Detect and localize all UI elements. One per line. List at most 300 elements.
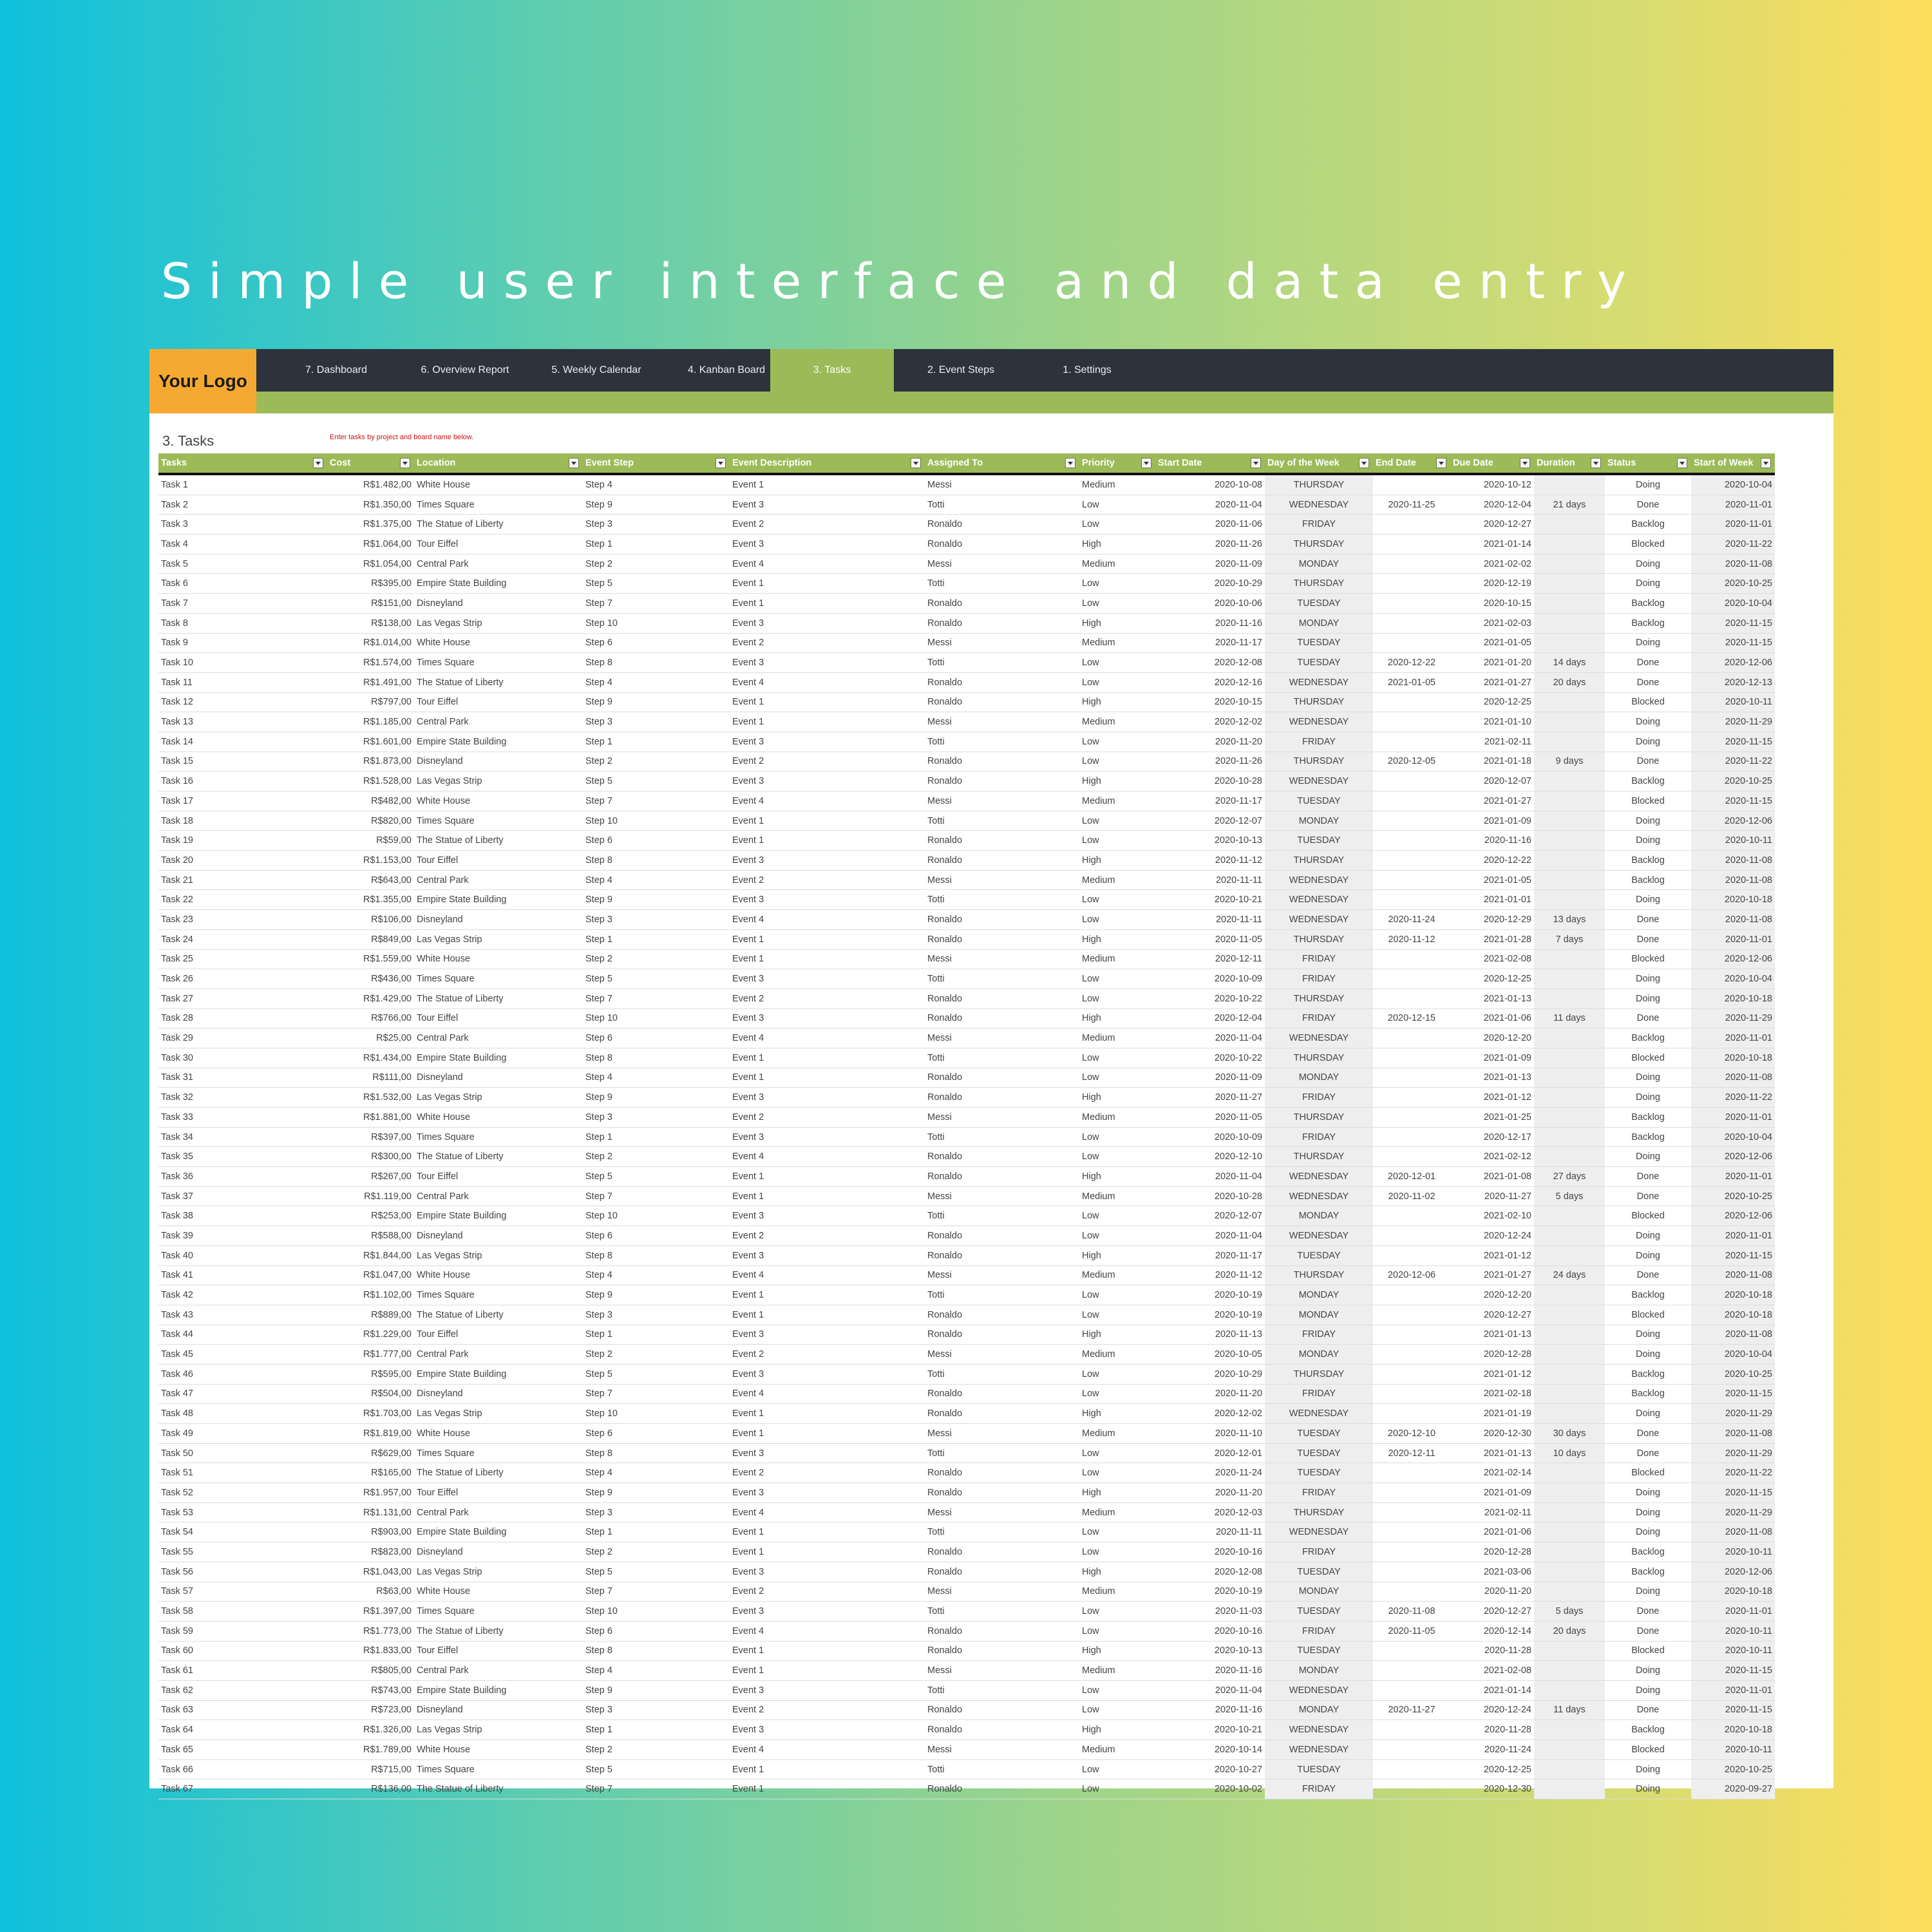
cell-priority[interactable]: Low: [1079, 653, 1155, 673]
cell-priority[interactable]: High: [1079, 535, 1155, 554]
cell-status[interactable]: Doing: [1605, 831, 1691, 851]
cell-start-date[interactable]: 2020-11-04: [1155, 1680, 1265, 1700]
cell-status[interactable]: Doing: [1605, 1680, 1691, 1700]
cell-assigned-to[interactable]: Messi: [925, 1740, 1079, 1760]
cell-day-of-the-week[interactable]: THURSDAY: [1265, 1364, 1373, 1384]
cell-location[interactable]: Las Vegas Strip: [414, 1720, 583, 1740]
cell-tasks[interactable]: Task 64: [158, 1720, 327, 1740]
filter-dropdown-icon[interactable]: [1065, 458, 1075, 468]
cell-location[interactable]: Tour Eiffel: [414, 535, 583, 554]
cell-tasks[interactable]: Task 3: [158, 515, 327, 535]
cell-day-of-the-week[interactable]: WEDNESDAY: [1265, 1028, 1373, 1048]
cell-status[interactable]: Doing: [1605, 1779, 1691, 1799]
cell-status[interactable]: Backlog: [1605, 1720, 1691, 1740]
cell-cost[interactable]: R$903,00: [327, 1522, 414, 1542]
cell-due-date[interactable]: 2020-10-12: [1450, 474, 1534, 495]
cell-end-date[interactable]: [1373, 1127, 1450, 1147]
cell-day-of-the-week[interactable]: MONDAY: [1265, 613, 1373, 633]
cell-priority[interactable]: High: [1079, 851, 1155, 871]
cell-event-step[interactable]: Step 7: [583, 594, 730, 614]
cell-due-date[interactable]: 2021-01-12: [1450, 1245, 1534, 1265]
cell-day-of-the-week[interactable]: FRIDAY: [1265, 969, 1373, 989]
cell-due-date[interactable]: 2021-01-10: [1450, 712, 1534, 732]
cell-tasks[interactable]: Task 29: [158, 1028, 327, 1048]
cell-priority[interactable]: Low: [1079, 989, 1155, 1009]
cell-status[interactable]: Backlog: [1605, 1542, 1691, 1562]
cell-location[interactable]: Central Park: [414, 1502, 583, 1522]
cell-tasks[interactable]: Task 23: [158, 910, 327, 930]
cell-status[interactable]: Blocked: [1605, 1206, 1691, 1226]
cell-assigned-to[interactable]: Messi: [925, 554, 1079, 574]
cell-start-date[interactable]: 2020-10-15: [1155, 692, 1265, 712]
cell-priority[interactable]: Medium: [1079, 474, 1155, 495]
cell-assigned-to[interactable]: Totti: [925, 1127, 1079, 1147]
cell-cost[interactable]: R$1.375,00: [327, 515, 414, 535]
cell-start-date[interactable]: 2020-11-12: [1155, 851, 1265, 871]
cell-location[interactable]: Disneyland: [414, 594, 583, 614]
cell-status[interactable]: Doing: [1605, 1522, 1691, 1542]
cell-tasks[interactable]: Task 40: [158, 1245, 327, 1265]
cell-start-of-week[interactable]: 2020-11-29: [1691, 1502, 1775, 1522]
cell-cost[interactable]: R$1.819,00: [327, 1424, 414, 1444]
cell-end-date[interactable]: [1373, 1582, 1450, 1602]
cell-due-date[interactable]: 2020-12-22: [1450, 851, 1534, 871]
cell-cost[interactable]: R$1.873,00: [327, 752, 414, 772]
cell-status[interactable]: Done: [1605, 1186, 1691, 1206]
cell-start-of-week[interactable]: 2020-12-06: [1691, 653, 1775, 673]
cell-duration[interactable]: [1534, 732, 1605, 752]
cell-assigned-to[interactable]: Ronaldo: [925, 1621, 1079, 1641]
cell-tasks[interactable]: Task 9: [158, 633, 327, 653]
cell-cost[interactable]: R$504,00: [327, 1384, 414, 1404]
cell-location[interactable]: The Statue of Liberty: [414, 1621, 583, 1641]
cell-start-date[interactable]: 2020-10-19: [1155, 1285, 1265, 1305]
cell-priority[interactable]: Medium: [1079, 1661, 1155, 1681]
cell-duration[interactable]: 9 days: [1534, 752, 1605, 772]
filter-dropdown-icon[interactable]: [1520, 458, 1530, 468]
cell-location[interactable]: Empire State Building: [414, 1206, 583, 1226]
cell-status[interactable]: Doing: [1605, 1759, 1691, 1779]
cell-assigned-to[interactable]: Ronaldo: [925, 1720, 1079, 1740]
cell-status[interactable]: Backlog: [1605, 1285, 1691, 1305]
cell-location[interactable]: Tour Eiffel: [414, 1641, 583, 1661]
cell-status[interactable]: Done: [1605, 1424, 1691, 1444]
cell-priority[interactable]: Low: [1079, 831, 1155, 851]
cell-start-of-week[interactable]: 2020-11-15: [1691, 1384, 1775, 1404]
cell-tasks[interactable]: Task 39: [158, 1226, 327, 1246]
cell-end-date[interactable]: 2020-12-05: [1373, 752, 1450, 772]
cell-duration[interactable]: [1534, 949, 1605, 969]
cell-assigned-to[interactable]: Messi: [925, 1424, 1079, 1444]
cell-location[interactable]: Tour Eiffel: [414, 692, 583, 712]
cell-event-step[interactable]: Step 1: [583, 1522, 730, 1542]
cell-start-of-week[interactable]: 2020-12-06: [1691, 1206, 1775, 1226]
cell-status[interactable]: Backlog: [1605, 1127, 1691, 1147]
cell-priority[interactable]: Low: [1079, 1463, 1155, 1483]
cell-start-date[interactable]: 2020-10-27: [1155, 1759, 1265, 1779]
cell-due-date[interactable]: 2021-01-14: [1450, 1680, 1534, 1700]
cell-event-step[interactable]: Step 8: [583, 851, 730, 871]
cell-start-of-week[interactable]: 2020-12-13: [1691, 672, 1775, 692]
cell-tasks[interactable]: Task 15: [158, 752, 327, 772]
cell-location[interactable]: White House: [414, 1424, 583, 1444]
cell-duration[interactable]: [1534, 1502, 1605, 1522]
cell-event-step[interactable]: Step 9: [583, 1680, 730, 1700]
cell-status[interactable]: Blocked: [1605, 1305, 1691, 1325]
cell-start-of-week[interactable]: 2020-11-15: [1691, 791, 1775, 811]
cell-due-date[interactable]: 2021-02-12: [1450, 1147, 1534, 1167]
cell-cost[interactable]: R$715,00: [327, 1759, 414, 1779]
cell-status[interactable]: Backlog: [1605, 594, 1691, 614]
cell-start-date[interactable]: 2020-12-10: [1155, 1147, 1265, 1167]
cell-priority[interactable]: High: [1079, 1720, 1155, 1740]
cell-start-date[interactable]: 2020-12-08: [1155, 1562, 1265, 1582]
cell-location[interactable]: Empire State Building: [414, 1522, 583, 1542]
cell-tasks[interactable]: Task 8: [158, 613, 327, 633]
cell-end-date[interactable]: 2021-01-05: [1373, 672, 1450, 692]
cell-status[interactable]: Done: [1605, 910, 1691, 930]
cell-start-of-week[interactable]: 2020-10-18: [1691, 1285, 1775, 1305]
cell-assigned-to[interactable]: Totti: [925, 1206, 1079, 1226]
cell-event-step[interactable]: Step 2: [583, 752, 730, 772]
cell-event-description[interactable]: Event 3: [730, 1602, 925, 1622]
cell-location[interactable]: The Statue of Liberty: [414, 515, 583, 535]
cell-start-of-week[interactable]: 2020-11-29: [1691, 1443, 1775, 1463]
cell-end-date[interactable]: 2020-12-22: [1373, 653, 1450, 673]
cell-duration[interactable]: [1534, 712, 1605, 732]
cell-due-date[interactable]: 2021-01-13: [1450, 989, 1534, 1009]
cell-start-of-week[interactable]: 2020-11-22: [1691, 1463, 1775, 1483]
cell-status[interactable]: Doing: [1605, 1088, 1691, 1108]
cell-start-date[interactable]: 2020-11-05: [1155, 1108, 1265, 1128]
cell-day-of-the-week[interactable]: MONDAY: [1265, 1206, 1373, 1226]
cell-assigned-to[interactable]: Messi: [925, 1108, 1079, 1128]
cell-location[interactable]: Central Park: [414, 1186, 583, 1206]
cell-status[interactable]: Doing: [1605, 890, 1691, 910]
cell-cost[interactable]: R$300,00: [327, 1147, 414, 1167]
cell-location[interactable]: Central Park: [414, 554, 583, 574]
cell-day-of-the-week[interactable]: FRIDAY: [1265, 1483, 1373, 1503]
cell-assigned-to[interactable]: Ronaldo: [925, 535, 1079, 554]
cell-status[interactable]: Doing: [1605, 1325, 1691, 1345]
cell-due-date[interactable]: 2020-12-20: [1450, 1285, 1534, 1305]
cell-start-date[interactable]: 2020-12-03: [1155, 1502, 1265, 1522]
cell-start-of-week[interactable]: 2020-11-22: [1691, 752, 1775, 772]
cell-start-of-week[interactable]: 2020-11-01: [1691, 1680, 1775, 1700]
cell-status[interactable]: Blocked: [1605, 949, 1691, 969]
cell-event-step[interactable]: Step 6: [583, 633, 730, 653]
cell-end-date[interactable]: [1373, 851, 1450, 871]
cell-event-step[interactable]: Step 8: [583, 1048, 730, 1068]
cell-end-date[interactable]: [1373, 1759, 1450, 1779]
cell-start-of-week[interactable]: 2020-10-25: [1691, 772, 1775, 791]
cell-day-of-the-week[interactable]: TUESDAY: [1265, 1759, 1373, 1779]
cell-assigned-to[interactable]: Ronaldo: [925, 1167, 1079, 1187]
cell-start-of-week[interactable]: 2020-10-25: [1691, 1186, 1775, 1206]
cell-event-description[interactable]: Event 1: [730, 692, 925, 712]
cell-location[interactable]: Disneyland: [414, 1068, 583, 1088]
cell-day-of-the-week[interactable]: FRIDAY: [1265, 1088, 1373, 1108]
cell-event-description[interactable]: Event 1: [730, 929, 925, 949]
cell-duration[interactable]: 27 days: [1534, 1167, 1605, 1187]
cell-cost[interactable]: R$1.559,00: [327, 949, 414, 969]
tab-settings[interactable]: 1. Settings: [1063, 365, 1112, 375]
cell-status[interactable]: Doing: [1605, 1404, 1691, 1424]
cell-status[interactable]: Backlog: [1605, 1108, 1691, 1128]
cell-due-date[interactable]: 2020-12-20: [1450, 1028, 1534, 1048]
cell-start-date[interactable]: 2020-11-06: [1155, 515, 1265, 535]
cell-location[interactable]: Times Square: [414, 1127, 583, 1147]
cell-day-of-the-week[interactable]: MONDAY: [1265, 1661, 1373, 1681]
cell-start-of-week[interactable]: 2020-10-25: [1691, 574, 1775, 594]
cell-tasks[interactable]: Task 46: [158, 1364, 327, 1384]
cell-duration[interactable]: 24 days: [1534, 1265, 1605, 1285]
cell-tasks[interactable]: Task 32: [158, 1088, 327, 1108]
cell-end-date[interactable]: [1373, 1779, 1450, 1799]
cell-event-step[interactable]: Step 4: [583, 672, 730, 692]
cell-location[interactable]: Times Square: [414, 969, 583, 989]
cell-start-of-week[interactable]: 2020-12-06: [1691, 949, 1775, 969]
cell-end-date[interactable]: [1373, 574, 1450, 594]
cell-location[interactable]: Central Park: [414, 1028, 583, 1048]
cell-start-date[interactable]: 2020-11-27: [1155, 1088, 1265, 1108]
cell-event-description[interactable]: Event 3: [730, 1483, 925, 1503]
cell-day-of-the-week[interactable]: WEDNESDAY: [1265, 672, 1373, 692]
cell-event-step[interactable]: Step 7: [583, 1582, 730, 1602]
cell-day-of-the-week[interactable]: TUESDAY: [1265, 653, 1373, 673]
cell-event-step[interactable]: Step 1: [583, 1127, 730, 1147]
cell-event-description[interactable]: Event 1: [730, 949, 925, 969]
cell-duration[interactable]: [1534, 969, 1605, 989]
cell-event-step[interactable]: Step 10: [583, 1206, 730, 1226]
cell-location[interactable]: The Statue of Liberty: [414, 989, 583, 1009]
cell-duration[interactable]: [1534, 890, 1605, 910]
cell-priority[interactable]: Low: [1079, 1680, 1155, 1700]
cell-start-of-week[interactable]: 2020-11-08: [1691, 554, 1775, 574]
cell-start-date[interactable]: 2020-11-26: [1155, 752, 1265, 772]
cell-tasks[interactable]: Task 57: [158, 1582, 327, 1602]
cell-priority[interactable]: Low: [1079, 1443, 1155, 1463]
cell-event-description[interactable]: Event 1: [730, 1641, 925, 1661]
cell-event-step[interactable]: Step 10: [583, 613, 730, 633]
cell-cost[interactable]: R$25,00: [327, 1028, 414, 1048]
cell-duration[interactable]: [1534, 1364, 1605, 1384]
cell-duration[interactable]: [1534, 791, 1605, 811]
cell-end-date[interactable]: [1373, 515, 1450, 535]
cell-end-date[interactable]: [1373, 1345, 1450, 1365]
cell-cost[interactable]: R$397,00: [327, 1127, 414, 1147]
cell-end-date[interactable]: [1373, 1680, 1450, 1700]
cell-day-of-the-week[interactable]: WEDNESDAY: [1265, 870, 1373, 890]
cell-start-date[interactable]: 2020-11-04: [1155, 1226, 1265, 1246]
cell-due-date[interactable]: 2021-02-02: [1450, 554, 1534, 574]
cell-cost[interactable]: R$1.153,00: [327, 851, 414, 871]
cell-tasks[interactable]: Task 26: [158, 969, 327, 989]
cell-event-step[interactable]: Step 8: [583, 1245, 730, 1265]
cell-end-date[interactable]: [1373, 831, 1450, 851]
cell-end-date[interactable]: [1373, 1384, 1450, 1404]
cell-location[interactable]: The Statue of Liberty: [414, 831, 583, 851]
cell-duration[interactable]: [1534, 535, 1605, 554]
cell-due-date[interactable]: 2021-01-12: [1450, 1088, 1534, 1108]
cell-location[interactable]: Central Park: [414, 1345, 583, 1365]
cell-due-date[interactable]: 2021-01-20: [1450, 653, 1534, 673]
cell-assigned-to[interactable]: Ronaldo: [925, 1226, 1079, 1246]
cell-status[interactable]: Blocked: [1605, 791, 1691, 811]
cell-assigned-to[interactable]: Ronaldo: [925, 1641, 1079, 1661]
cell-assigned-to[interactable]: Ronaldo: [925, 831, 1079, 851]
cell-due-date[interactable]: 2020-12-30: [1450, 1424, 1534, 1444]
cell-assigned-to[interactable]: Ronaldo: [925, 1404, 1079, 1424]
cell-start-of-week[interactable]: 2020-11-15: [1691, 1700, 1775, 1720]
cell-event-description[interactable]: Event 2: [730, 1463, 925, 1483]
cell-event-description[interactable]: Event 4: [730, 910, 925, 930]
cell-due-date[interactable]: 2021-02-11: [1450, 732, 1534, 752]
cell-end-date[interactable]: [1373, 969, 1450, 989]
cell-day-of-the-week[interactable]: FRIDAY: [1265, 1779, 1373, 1799]
cell-due-date[interactable]: 2020-11-27: [1450, 1186, 1534, 1206]
cell-tasks[interactable]: Task 62: [158, 1680, 327, 1700]
cell-start-of-week[interactable]: 2020-10-11: [1691, 1542, 1775, 1562]
cell-day-of-the-week[interactable]: MONDAY: [1265, 554, 1373, 574]
cell-start-date[interactable]: 2020-11-10: [1155, 1424, 1265, 1444]
cell-event-description[interactable]: Event 2: [730, 1108, 925, 1128]
cell-event-step[interactable]: Step 4: [583, 1661, 730, 1681]
cell-tasks[interactable]: Task 65: [158, 1740, 327, 1760]
cell-priority[interactable]: Low: [1079, 1779, 1155, 1799]
cell-end-date[interactable]: [1373, 1325, 1450, 1345]
cell-assigned-to[interactable]: Totti: [925, 1522, 1079, 1542]
cell-start-date[interactable]: 2020-11-16: [1155, 1661, 1265, 1681]
cell-status[interactable]: Doing: [1605, 1147, 1691, 1167]
cell-cost[interactable]: R$436,00: [327, 969, 414, 989]
cell-status[interactable]: Doing: [1605, 1345, 1691, 1365]
cell-duration[interactable]: [1534, 1108, 1605, 1128]
cell-event-description[interactable]: Event 4: [730, 1502, 925, 1522]
cell-end-date[interactable]: [1373, 1720, 1450, 1740]
cell-event-description[interactable]: Event 4: [730, 1265, 925, 1285]
cell-event-description[interactable]: Event 4: [730, 1028, 925, 1048]
cell-cost[interactable]: R$743,00: [327, 1680, 414, 1700]
cell-assigned-to[interactable]: Ronaldo: [925, 1483, 1079, 1503]
cell-day-of-the-week[interactable]: THURSDAY: [1265, 1502, 1373, 1522]
cell-start-of-week[interactable]: 2020-10-04: [1691, 969, 1775, 989]
cell-status[interactable]: Doing: [1605, 969, 1691, 989]
cell-tasks[interactable]: Task 25: [158, 949, 327, 969]
cell-end-date[interactable]: [1373, 1542, 1450, 1562]
cell-priority[interactable]: Low: [1079, 890, 1155, 910]
cell-tasks[interactable]: Task 47: [158, 1384, 327, 1404]
cell-priority[interactable]: Medium: [1079, 949, 1155, 969]
cell-end-date[interactable]: 2020-11-25: [1373, 495, 1450, 515]
cell-end-date[interactable]: [1373, 1147, 1450, 1167]
cell-duration[interactable]: [1534, 811, 1605, 831]
cell-assigned-to[interactable]: Messi: [925, 474, 1079, 495]
cell-day-of-the-week[interactable]: THURSDAY: [1265, 474, 1373, 495]
cell-day-of-the-week[interactable]: THURSDAY: [1265, 1048, 1373, 1068]
cell-due-date[interactable]: 2020-12-24: [1450, 1700, 1534, 1720]
cell-duration[interactable]: 7 days: [1534, 929, 1605, 949]
cell-event-step[interactable]: Step 5: [583, 772, 730, 791]
cell-cost[interactable]: R$1.429,00: [327, 989, 414, 1009]
cell-duration[interactable]: [1534, 1522, 1605, 1542]
tab-event-steps[interactable]: 2. Event Steps: [927, 365, 995, 375]
cell-cost[interactable]: R$395,00: [327, 574, 414, 594]
cell-status[interactable]: Blocked: [1605, 692, 1691, 712]
cell-start-of-week[interactable]: 2020-11-29: [1691, 712, 1775, 732]
cell-end-date[interactable]: 2020-11-08: [1373, 1602, 1450, 1622]
cell-tasks[interactable]: Task 42: [158, 1285, 327, 1305]
cell-day-of-the-week[interactable]: THURSDAY: [1265, 574, 1373, 594]
cell-cost[interactable]: R$1.773,00: [327, 1621, 414, 1641]
filter-dropdown-icon[interactable]: [313, 458, 323, 468]
cell-start-date[interactable]: 2020-12-07: [1155, 1206, 1265, 1226]
cell-end-date[interactable]: 2020-11-02: [1373, 1186, 1450, 1206]
cell-due-date[interactable]: 2021-01-01: [1450, 890, 1534, 910]
cell-assigned-to[interactable]: Ronaldo: [925, 1542, 1079, 1562]
cell-status[interactable]: Backlog: [1605, 1028, 1691, 1048]
cell-tasks[interactable]: Task 6: [158, 574, 327, 594]
cell-assigned-to[interactable]: Ronaldo: [925, 1779, 1079, 1799]
filter-dropdown-icon[interactable]: [1761, 458, 1771, 468]
cell-due-date[interactable]: 2021-01-14: [1450, 535, 1534, 554]
cell-location[interactable]: Tour Eiffel: [414, 851, 583, 871]
cell-tasks[interactable]: Task 44: [158, 1325, 327, 1345]
cell-duration[interactable]: [1534, 831, 1605, 851]
cell-status[interactable]: Done: [1605, 653, 1691, 673]
cell-start-of-week[interactable]: 2020-11-22: [1691, 535, 1775, 554]
cell-assigned-to[interactable]: Ronaldo: [925, 515, 1079, 535]
tab-dashboard[interactable]: 7. Dashboard: [305, 365, 368, 375]
cell-duration[interactable]: [1534, 1720, 1605, 1740]
cell-location[interactable]: Empire State Building: [414, 1364, 583, 1384]
cell-location[interactable]: White House: [414, 1740, 583, 1760]
cell-location[interactable]: The Statue of Liberty: [414, 1463, 583, 1483]
cell-due-date[interactable]: 2020-12-27: [1450, 1602, 1534, 1622]
cell-location[interactable]: The Statue of Liberty: [414, 1147, 583, 1167]
cell-priority[interactable]: Low: [1079, 1602, 1155, 1622]
cell-assigned-to[interactable]: Messi: [925, 1582, 1079, 1602]
cell-status[interactable]: Done: [1605, 1009, 1691, 1028]
cell-event-description[interactable]: Event 3: [730, 1364, 925, 1384]
cell-tasks[interactable]: Task 66: [158, 1759, 327, 1779]
cell-end-date[interactable]: 2020-11-27: [1373, 1700, 1450, 1720]
cell-due-date[interactable]: 2021-01-28: [1450, 929, 1534, 949]
cell-day-of-the-week[interactable]: THURSDAY: [1265, 1108, 1373, 1128]
cell-start-of-week[interactable]: 2020-10-11: [1691, 1621, 1775, 1641]
cell-cost[interactable]: R$1.119,00: [327, 1186, 414, 1206]
cell-event-description[interactable]: Event 3: [730, 890, 925, 910]
cell-day-of-the-week[interactable]: THURSDAY: [1265, 851, 1373, 871]
cell-due-date[interactable]: 2021-01-09: [1450, 1483, 1534, 1503]
cell-day-of-the-week[interactable]: FRIDAY: [1265, 515, 1373, 535]
cell-location[interactable]: Tour Eiffel: [414, 1009, 583, 1028]
cell-assigned-to[interactable]: Ronaldo: [925, 1562, 1079, 1582]
cell-event-description[interactable]: Event 1: [730, 712, 925, 732]
cell-status[interactable]: Doing: [1605, 1483, 1691, 1503]
cell-tasks[interactable]: Task 31: [158, 1068, 327, 1088]
cell-event-description[interactable]: Event 1: [730, 1759, 925, 1779]
cell-assigned-to[interactable]: Messi: [925, 1345, 1079, 1365]
cell-priority[interactable]: Low: [1079, 1542, 1155, 1562]
filter-dropdown-icon[interactable]: [569, 458, 579, 468]
cell-duration[interactable]: 11 days: [1534, 1009, 1605, 1028]
cell-tasks[interactable]: Task 2: [158, 495, 327, 515]
cell-day-of-the-week[interactable]: MONDAY: [1265, 1305, 1373, 1325]
cell-location[interactable]: Las Vegas Strip: [414, 1088, 583, 1108]
cell-location[interactable]: White House: [414, 949, 583, 969]
cell-event-description[interactable]: Event 2: [730, 1345, 925, 1365]
